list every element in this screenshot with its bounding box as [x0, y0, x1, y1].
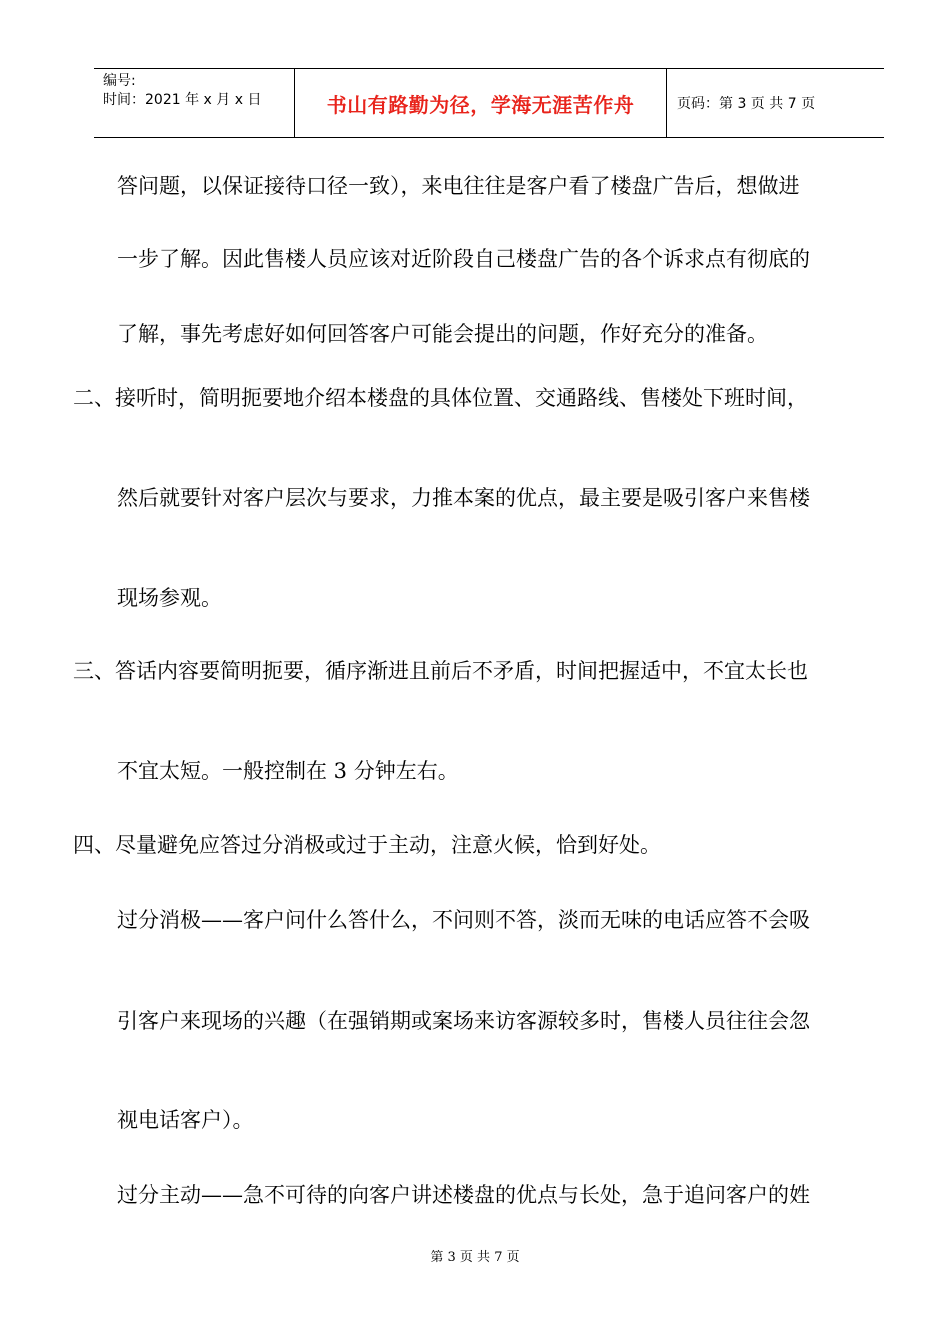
body-line: 过分主动——急不可待的向客户讲述楼盘的优点与长处，急于追问客户的姓: [117, 1183, 810, 1207]
page-header: [94, 68, 884, 138]
body-line: 现场参观。: [117, 586, 222, 610]
header-motto: 书山有路勤为径，学海无涯苦作舟: [295, 69, 667, 137]
body-line: 一步了解。因此售楼人员应该对近阶段自己楼盘广告的各个诉求点有彻底的: [117, 247, 810, 271]
body-line: 过分消极——客户问什么答什么，不问则不答，淡而无味的电话应答不会吸: [117, 908, 810, 932]
document-number-label: 编号:: [103, 73, 136, 89]
document-time-label: 时间：2021 年 x 月 x 日: [103, 92, 262, 108]
body-line: 然后就要针对客户层次与要求，力推本案的优点，最主要是吸引客户来售楼: [117, 486, 810, 510]
body-line: 不宜太短。一般控制在 3 分钟左右。: [117, 759, 459, 783]
section-heading-2: 二、接听时，简明扼要地介绍本楼盘的具体位置、交通路线、售楼处下班时间，: [73, 386, 808, 410]
header-page-info: 页码：第 3 页 共 7 页: [677, 96, 816, 112]
body-line: 答问题，以保证接待口径一致），来电往往是客户看了楼盘广告后，想做进: [117, 174, 800, 198]
header-meta: [94, 69, 295, 137]
body-line: 视电话客户）。: [117, 1108, 254, 1132]
section-heading-3: 三、答话内容要简明扼要，循序渐进且前后不矛盾，时间把握适中，不宜太长也: [73, 659, 808, 683]
page-footer: 第 3 页 共 7 页: [430, 1250, 520, 1265]
body-line: 引客户来现场的兴趣（在强销期或案场来访客源较多时，售楼人员往往会忽: [117, 1009, 810, 1033]
body-line: 了解，事先考虑好如何回答客户可能会提出的问题，作好充分的准备。: [117, 322, 768, 346]
section-heading-4: 四、尽量避免应答过分消极或过于主动，注意火候，恰到好处。: [73, 833, 661, 857]
